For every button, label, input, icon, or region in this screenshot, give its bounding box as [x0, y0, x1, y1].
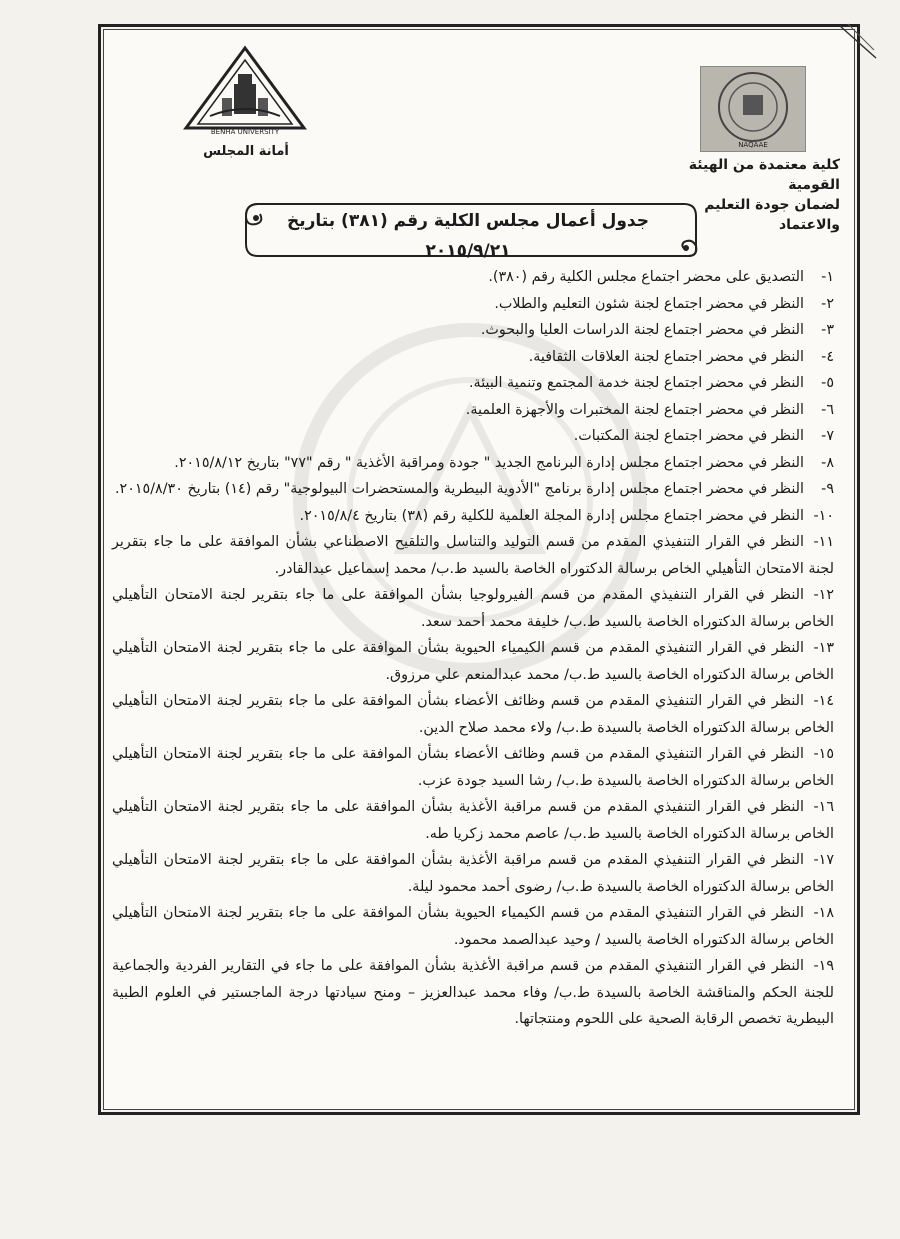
agenda-item-number: ١٠- — [813, 507, 834, 524]
council-secretariat-label: أمانة المجلس — [203, 144, 289, 159]
agenda-item-number: ١٢- — [813, 587, 834, 603]
agenda-item-text: النظر في محضر اجتماع لجنة المكتبات. — [573, 428, 804, 444]
page-corner-mark — [838, 22, 878, 62]
agenda-item — [112, 450, 834, 477]
agenda-item — [112, 503, 834, 530]
agenda-item — [112, 344, 834, 371]
agenda-item-number: ١٨- — [813, 905, 834, 921]
university-logo — [182, 44, 308, 136]
agenda-item-text: النظر في محضر اجتماع لجنة شئون التعليم والطلاب. — [494, 295, 804, 312]
agenda-item — [112, 688, 834, 741]
agenda-item — [112, 370, 834, 397]
university-logo-text: BENHA UNIVERSITY — [210, 128, 280, 136]
agenda-item-text: النظر في محضر اجتماع لجنة الدراسات العليا والبحوث. — [480, 322, 804, 338]
agenda-item-text: النظر في القرار التنفيذي المقدم من قسم مراقبة الأغذية بشأن الموافقة على ما جاء في التقارير الفردية والجماعية للجنة الحكم والمناقشة الخاصة بالسيدة ط.ب/ وفاء محمد عبدالعزيز – ومنح سيادتها درجة الماجستير في العلوم الطبية البيطرية تخصص الرقابة الصحية على اللحوم ومنتجاتها. — [112, 958, 834, 1027]
agenda-item — [112, 423, 834, 450]
agenda-item-number: ٦- — [821, 401, 834, 418]
agenda-item-text: النظر في القرار التنفيذي المقدم من قسم الكيمياء الحيوية بشأن الموافقة على ما جاء بتقرير لجنة الامتحان التأهيلي الخاص برسالة الدكتوراه الخاصة بالسيد / وحيد عبدالصمد محمود. — [112, 905, 834, 948]
agenda-item — [112, 953, 834, 1033]
agenda-item-number: ٤- — [821, 348, 834, 365]
agenda-item-text: النظر في القرار التنفيذي المقدم من قسم الكيمياء الحيوية بشأن الموافقة على ما جاء بتقرير لجنة الامتحان التأهيلي الخاص برسالة الدكتوراه الخاصة بالسيد ط.ب/ محمد عبدالمنعم علي مرزوق. — [112, 640, 834, 683]
agenda-item — [112, 794, 834, 847]
accreditation-line-2: لضمان جودة التعليم والاعتماد — [704, 197, 840, 233]
agenda-item — [112, 900, 834, 953]
agenda-title: جدول أعمال مجلس الكلية رقم (٣٨١) بتاريخ ٢٠١٥/٩/٢١ — [287, 211, 649, 261]
agenda-item-number: ١١- — [813, 534, 834, 550]
agenda-item — [112, 291, 834, 318]
agenda-item-text: النظر في محضر اجتماع لجنة خدمة المجتمع وتنمية البيئة. — [469, 375, 804, 391]
agenda-item-number: ٨- — [821, 454, 834, 471]
agenda-item-text: التصديق على محضر اجتماع مجلس الكلية رقم (٣٨٠). — [488, 269, 804, 285]
agenda-item — [112, 529, 834, 582]
agenda-item — [112, 317, 834, 344]
agenda-item — [112, 582, 834, 635]
accreditation-line-1: كلية معتمدة من الهيئة القومية — [688, 157, 840, 193]
agenda-item-text: النظر في القرار التنفيذي المقدم من قسم وظائف الأعضاء بشأن الموافقة على ما جاء بتقرير لجنة الامتحان التأهيلي الخاص برسالة الدكتوراه الخاصة بالسيدة ط.ب/ ولاء محمد صلاح الدين. — [112, 693, 834, 736]
agenda-item-text: النظر في محضر اجتماع مجلس إدارة برنامج "الأدوية البيطرية والمستحضرات البيولوجية" رقم (١٤) بتاريخ ٢٠١٥/٨/٣٠. — [114, 481, 804, 497]
agenda-item-text: النظر في محضر اجتماع مجلس إدارة البرنامج الجديد " جودة ومراقبة الأغذية " رقم "٧٧" بتاريخ ٢٠١٥/٨/١٢. — [174, 454, 804, 471]
agenda-item — [112, 635, 834, 688]
agenda-item-text: النظر في محضر اجتماع لجنة المختبرات والأجهزة العلمية. — [465, 401, 804, 418]
agenda-item-text: النظر في القرار التنفيذي المقدم من قسم مراقبة الأغذية بشأن الموافقة على ما جاء بتقرير لجنة الامتحان التأهيلي الخاص برسالة الدكتوراه الخاصة بالسيد ط.ب/ عاصم محمد زكريا طه. — [112, 799, 834, 842]
agenda-item-text: النظر في القرار التنفيذي المقدم من قسم الفيرولوجيا بشأن الموافقة على ما جاء بتقرير لجنة الامتحان التأهيلي الخاص برسالة الدكتوراه الخاصة بالسيد ط.ب/ خليفة محمد أحمد سعد. — [112, 587, 834, 630]
agenda-item-text: النظر في القرار التنفيذي المقدم من قسم التوليد والتناسل والتلقيح الاصطناعي بشأن الموافقة على ما جاء بتقرير لجنة الامتحان التأهيلي الخاص برسالة الدكتوراه الخاصة بالسيد ط.ب/ محمد إسماعيل عبدالقادر. — [112, 534, 834, 577]
agenda-item-number: ١٥- — [813, 746, 834, 762]
agenda-item-number: ٩- — [821, 481, 834, 497]
agenda-item — [112, 741, 834, 794]
agenda-item — [112, 264, 834, 291]
agenda-item-number: ٣- — [821, 322, 834, 338]
naqaae-seal — [700, 66, 806, 152]
agenda-item-number: ١- — [821, 269, 834, 285]
agenda-item-number: ٢- — [821, 295, 834, 312]
agenda-item-number: ١٣- — [813, 640, 834, 656]
agenda-item-text: النظر في القرار التنفيذي المقدم من قسم وظائف الأعضاء بشأن الموافقة على ما جاء بتقرير لجنة الامتحان التأهيلي الخاص برسالة الدكتوراه الخاصة بالسيدة ط.ب/ رشا السيد جودة عزب. — [112, 746, 834, 789]
seal-text: NAQAAE — [738, 141, 768, 149]
agenda-item — [112, 397, 834, 424]
agenda-item-number: ١٦- — [813, 799, 834, 815]
agenda-item-number: ١٧- — [813, 852, 834, 868]
agenda-item-number: ١٩- — [813, 958, 834, 974]
agenda-item — [112, 476, 834, 503]
agenda-item — [112, 847, 834, 900]
agenda-item-text: النظر في القرار التنفيذي المقدم من قسم مراقبة الأغذية بشأن الموافقة على ما جاء بتقرير لجنة الامتحان التأهيلي الخاص برسالة الدكتوراه الخاصة بالسيدة ط.ب/ رضوى أحمد محمود ليلة. — [112, 852, 834, 895]
agenda-item-text: النظر في محضر اجتماع مجلس إدارة المجلة العلمية للكلية رقم (٣٨) بتاريخ ٢٠١٥/٨/٤. — [299, 507, 804, 524]
agenda-item-number: ١٤- — [813, 693, 834, 709]
agenda-list — [112, 264, 834, 1033]
agenda-item-number: ٧- — [821, 428, 834, 444]
agenda-item-text: النظر في محضر اجتماع لجنة العلاقات الثقافية. — [528, 348, 804, 365]
agenda-item-number: ٥- — [821, 375, 834, 391]
